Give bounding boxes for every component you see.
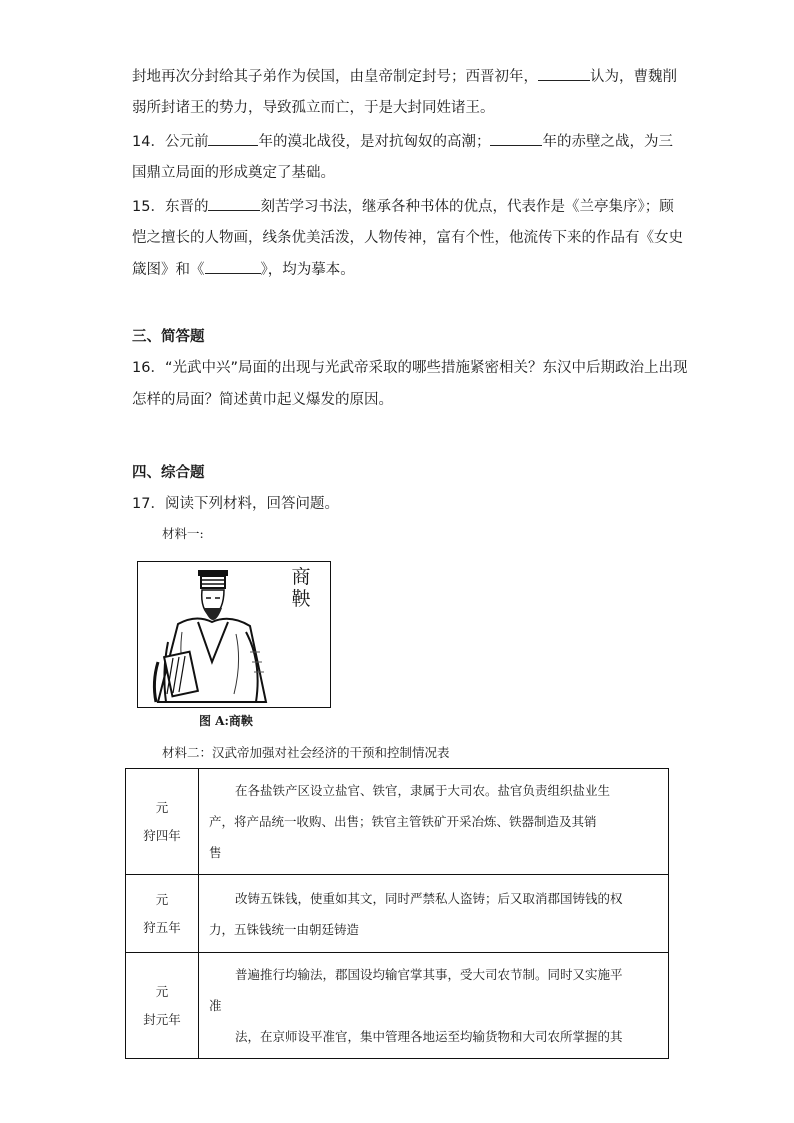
section-heading-comprehensive: 四、综合题 <box>132 465 205 481</box>
table-row <box>126 953 669 1059</box>
section-heading-short-answer: 三、简答题 <box>132 329 205 345</box>
q15-line-1: 15．东晋的 刻苦学习书法，继承各种书体的优点，代表作是《兰亭集序》；顾 <box>132 196 674 217</box>
q15-line-2: 恺之擅长的人物画，线条优美活泼，人物传神，富有个性，他流传下来的作品有《女史 <box>132 230 683 246</box>
q14-line-2: 国鼎立局面的形成奠定了基础。 <box>132 165 335 181</box>
year-cell: 元 封元年 <box>126 953 199 1059</box>
q14-line-1: 14．公元前 年的漠北战役，是对抗匈奴的高潮； 年的赤壁之战，为三 <box>132 131 673 152</box>
q17-prompt: 17．阅读下列材料，回答问题。 <box>132 496 339 512</box>
answer-blank[interactable] <box>208 131 258 146</box>
q16-line-2: 怎样的局面？简述黄巾起义爆发的原因。 <box>132 392 393 408</box>
description-cell: 在各盐铁产区设立盐官、铁官，隶属于大司农。盐官负责组织盐业生 产，将产品统一收购、出售；铁官主管铁矿开采冶炼、铁器制造及其销 售 <box>199 769 669 875</box>
q13-line-2: 弱所封诸王的势力，导致孤立而亡，于是大封同姓诸王。 <box>132 100 495 116</box>
q15-line-3: 箴图》和《 》，均为摹本。 <box>132 259 355 280</box>
year-cell: 元 狩四年 <box>126 769 199 875</box>
table-row <box>126 769 669 875</box>
portrait-inscription: 商鞅 <box>291 566 311 610</box>
material-one-label: 材料一: <box>162 526 204 541</box>
description-cell: 改铸五铢钱，使重如其文，同时严禁私人盗铸；后又取消郡国铸钱的权 力，五铢钱统一由朝廷铸造 <box>199 875 669 953</box>
year-cell: 元 狩五年 <box>126 875 199 953</box>
policy-table <box>125 768 669 1059</box>
figure-caption: 图 A:商鞅 <box>199 714 253 728</box>
table-row <box>126 875 669 953</box>
answer-blank[interactable] <box>538 66 590 81</box>
q13-line-1: 封地再次分封给其子弟作为侯国，由皇帝制定封号；西晋初年， 认为，曹魏削 <box>132 66 677 87</box>
shang-yang-portrait <box>137 561 331 708</box>
q16-line-1: 16．“光武中兴”局面的出现与光武帝采取的哪些措施紧密相关？东汉中后期政治上出现 <box>132 360 688 376</box>
material-two-label: 材料二：汉武帝加强对社会经济的干预和控制情况表 <box>162 745 450 760</box>
answer-blank[interactable] <box>205 259 261 274</box>
answer-blank[interactable] <box>490 131 542 146</box>
answer-blank[interactable] <box>208 196 260 211</box>
description-cell: 普遍推行均输法，郡国设均输官掌其事，受大司农节制。同时又实施平 准 法，在京师设平准官，集中管理各地运至均输货物和大司农所掌握的其 <box>199 953 669 1059</box>
